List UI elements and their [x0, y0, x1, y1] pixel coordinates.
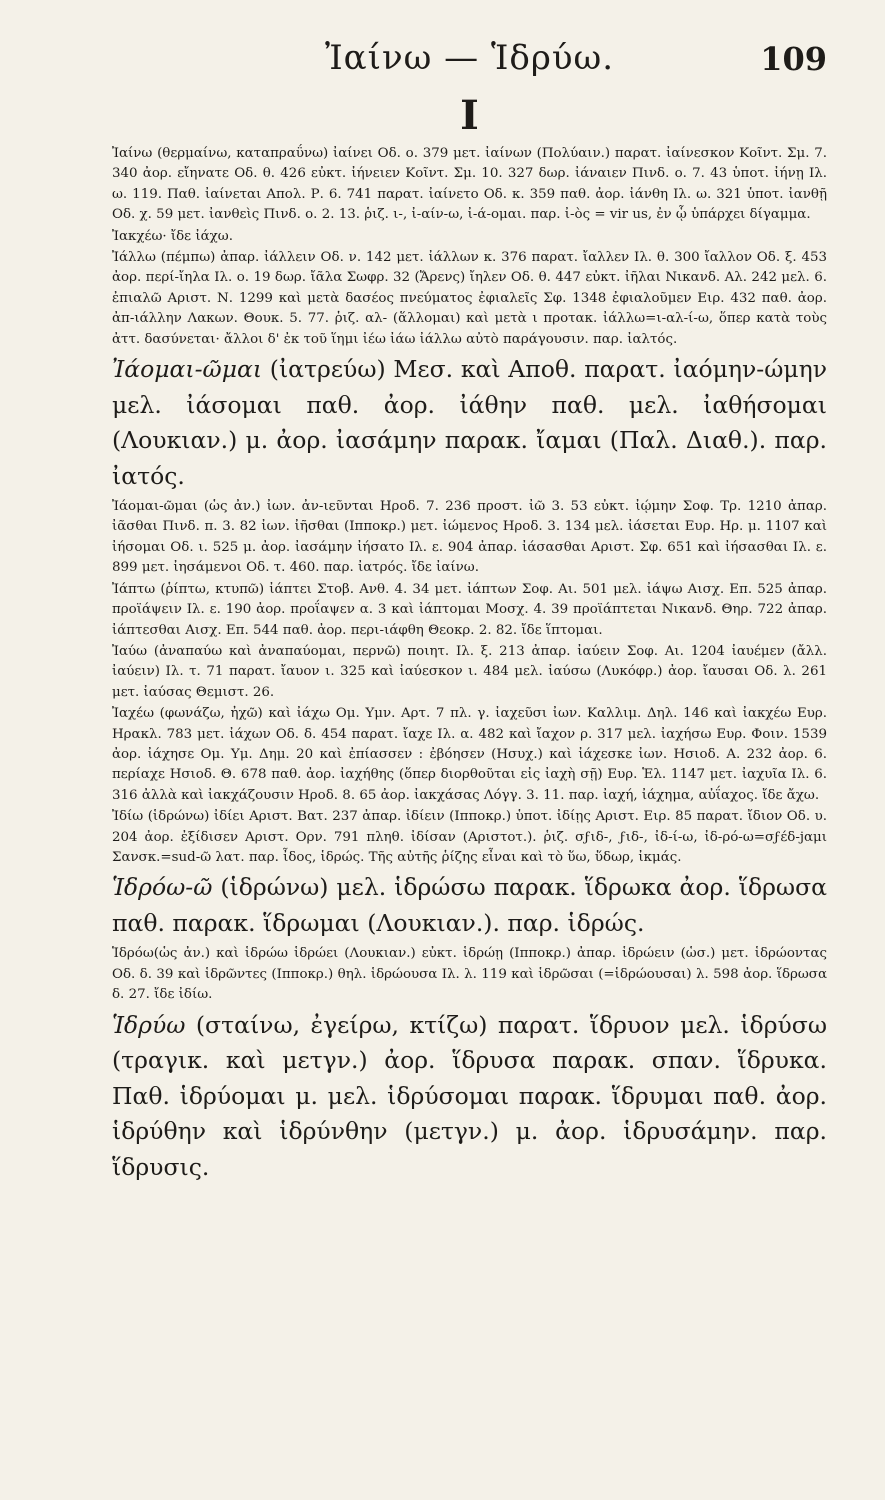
entry-lemma: Ἱδρόω-ῶ [112, 873, 213, 902]
entry-text: (ἱδρώνω) μελ. ἱδρώσω παρακ. ἵδρωκα ἀορ. ἵδρωσα παθ. παρακ. ἵδρωμαι (Λουκιαν.). παρ. ἱδρώς. [112, 873, 827, 937]
entry-text: Ἰάομαι-ῶμαι (ὡς ἀν.) ἰων. ἀν-ιεῦνται Ηροδ. 7. 236 προστ. ἰῶ 3. 53 εὐκτ. ἰῴμην Σοφ. Τρ. 1210 ἀπαρ. ἰᾶσθαι Πινδ. π. 3. 82 ἰων. ἰῆσθαι (Ιπποκρ.) μετ. ἰώμενος Ηροδ. 3. 134 μελ. ἰάσεται Ευρ. Ηρ. μ. 1107 καὶ ἰήσομαι Οδ. ι. 525 μ. ἀορ. ἰασάμην ἰήσατο Ιλ. ε. 904 ἀπαρ. ἰάσασθαι Αριστ. Σφ. 651 καὶ ἰήσασθαι Ιλ. ε. 899 μετ. ἰησάμενοι Οδ. τ. 460. παρ. ἰατρός. ἴδε ἰαίνω. [112, 499, 827, 576]
dictionary-entry [112, 1008, 827, 1186]
entry-text: Ἰαύω (ἀναπαύω καὶ ἀναπαύομαι, περνῶ) ποιητ. Ιλ. ξ. 213 ἀπαρ. ἰαύειν Σοφ. Αι. 1204 ἰαυέμεν (ἄλλ. ἰαύειν) Ιλ. τ. 71 παρατ. ἴαυον ι. 325 καὶ ἰαύεσκον ι. 484 μελ. ἰαύσω (Λυκόφρ.) ἀορ. ἴαυσαι Οδ. λ. 261 μετ. ἰαύσας Θεμιστ. 26. [112, 643, 827, 700]
entry-lemma: Ἰάομαι-ῶμαι [112, 355, 263, 384]
dictionary-entry [112, 248, 827, 350]
dictionary-entry [112, 497, 827, 579]
dictionary-entry [112, 352, 827, 494]
page-header [112, 34, 827, 92]
section-letter: I [460, 92, 479, 139]
dictionary-entry [112, 642, 827, 703]
entries-list [112, 144, 827, 1185]
entry-text: Ἰάλλω (πέμπω) ἀπαρ. ἰάλλειν Οδ. ν. 142 μετ. ἰάλλων κ. 376 παρατ. ἴαλλεν Ιλ. θ. 300 ἴαλλον Οδ. ξ. 453 ἀορ. περί-ἴηλα Ιλ. ο. 19 δωρ. ἴᾶλα Σωφρ. 32 (Ἄρενς) ἴηλεν Οδ. θ. 447 εὐκτ. ἰῆλαι Νικανδ. Αλ. 242 μελ. 6. ἐπιαλῶ Αριστ. Ν. 1299 καὶ μετὰ δασέος πνεύματος ἐφιαλεῖς Σφ. 1348 ἐφιαλοῦμεν Ειρ. 432 παθ. ἀορ. ἀπ-ιάλλην Λακων. Θουκ. 5. 77. ῥιζ. αλ- (ἅλλομαι) καὶ μετὰ ι προτακ. ἰάλλω=ι-αλ-ί-ω, ὅπερ κατὰ τοὺς ἀττ. δασύνεται· ἄλλοι δ' ἐκ τοῦ ἵημι ἰέω ἰάω ἰάλλω αὐτὸ παράγουσιν. παρ. ἰαλτός. [112, 250, 827, 347]
dictionary-entry [112, 807, 827, 868]
entry-lemma: Ἱδρύω [112, 1010, 186, 1039]
dictionary-entry [112, 227, 827, 247]
entry-text: (σταίνω, ἐγείρω, κτίζω) παρατ. ἵδρυον μελ. ἱδρύσω (τραγικ. καὶ μετγν.) ἀορ. ἵδρυσα παρακ. σπαν. ἵδρυκα. Παθ. ἱδρύομαι μ. μελ. ἱδρύσομαι παρακ. ἵδρυμαι παθ. ἀορ. ἱδρύθην καὶ ἱδρύνθην (μετγν.) μ. ἀορ. ἱδρυσάμην. παρ. ἵδρυσις. [112, 1010, 827, 1181]
entry-text: Ἰαίνω (θερμαίνω, καταπραΰνω) ἰαίνει Οδ. ο. 379 μετ. ἰαίνων (Πολύαιν.) παρατ. ἰαίνεσκον Κοῖντ. Σμ. 7. 340 ἀορ. εἴηνατε Οδ. θ. 426 εὐκτ. ἰήνειεν Κοῖντ. Σμ. 10. 327 δωρ. ἰάναιεν Πινδ. ο. 7. 43 ὑποτ. ἰήνῃ Ιλ. ω. 119. Παθ. ἰαίνεται Απολ. Ρ. 6. 741 παρατ. ἰαίνετο Οδ. κ. 359 παθ. ἀορ. ἰάνθη Ιλ. ω. 321 ὑποτ. ἰανθῇ Οδ. χ. 59 μετ. ἰανθεὶς Πινδ. ο. 2. 13. ῥιζ. ι-, ἰ-αίν-ω, ἰ-ά-ομαι. παρ. ἰ-ὸς = vir us, ἐν ᾧ ὑπάρχει δίγαμμα. [112, 146, 827, 223]
entry-text: Ἰαχέω (φωνάζω, ἠχῶ) καὶ ἰάχω Ομ. Υμν. Αρτ. 7 πλ. γ. ἰαχεῦσι ἰων. Καλλιμ. Δηλ. 146 καὶ ἰακχέω Ευρ. Ηρακλ. 783 μετ. ἰάχων Οδ. δ. 454 παρατ. ἴαχε Ιλ. α. 482 καὶ ἴαχον ρ. 317 μελ. ἰαχήσω Ευρ. Φοιν. 1539 ἀορ. ἰάχησε Ομ. Υμ. Δημ. 20 καὶ ἐπίασσεν : ἐβόησεν (Ησυχ.) καὶ ἰάχεσκε ἰων. Ησιοδ. Α. 232 ἀορ. 6. περίαχε Ησιοδ. Θ. 678 παθ. ἀορ. ἰαχήθης (ὅπερ διορθοῦται εἰς ἰαχὴ σῇ) Ευρ. Ἑλ. 1147 μετ. ἰαχυῖα Ιλ. 6. 316 ἀλλὰ καὶ ἰακχάζουσιν Ηροδ. 8. 65 ἀορ. ἰακχάσας Λόγγ. 3. 11. παρ. ἰαχή, ἰάχημα, αὐΐαχος. ἴδε ἄχω. [112, 706, 827, 803]
dictionary-entry [112, 580, 827, 641]
entry-text: (ἰατρεύω) Μεσ. καὶ Αποθ. παρατ. ἰαόμην-ώμην μελ. ἰάσομαι παθ. ἀορ. ἰάθην παθ. μελ. ἰαθήσομαι (Λουκιαν.) μ. ἀορ. ἰασάμην παρακ. ἴαμαι (Παλ. Διαθ.). παρ. ἰατός. [112, 355, 827, 490]
dictionary-entry [112, 704, 827, 806]
entry-text: Ἰακχέω· ἴδε ἰάχω. [112, 228, 233, 244]
dictionary-entry [112, 144, 827, 226]
dictionary-entry [112, 944, 827, 1005]
entry-text: Ἰδίω (ἱδρώνω) ἰδίει Αριστ. Βατ. 237 ἀπαρ. ἰδίειν (Ιπποκρ.) ὑποτ. ἰδίῃς Αριστ. Ειρ. 85 παρατ. ἴδιον Οδ. υ. 204 ἀορ. ἐξίδισεν Αριστ. Ορν. 791 πληθ. ἰδίσαν (Αριστοτ.). ῥιζ. σϝιδ-, ϝιδ-, ἰδ-ί-ω, ἰδ-ρό-ω=σϝέδ-jαμι Σανσκ.=sud-ῶ λατ. παρ. ἶδος, ἱδρώς. Τῆς αὐτῆς ῥίζης εἶναι καὶ τὸ ὕω, ὕδωρ, ἰκμάς. [112, 809, 827, 865]
running-title: Ἰαίνω — Ἱδρύω. [324, 38, 615, 78]
entry-text: Ἱδρόω(ὡς ἀν.) καὶ ἱδρώω ἱδρώει (Λουκιαν.) εὐκτ. ἱδρώῃ (Ιπποκρ.) ἀπαρ. ἱδρώειν (ὡσ.) μετ. ἱδρώοντας Οδ. δ. 39 καὶ ἱδρῶντες (Ιπποκρ.) θηλ. ἱδρώουσα Ιλ. λ. 119 καὶ ἱδρῶσαι (=ἱδρώουσαι) λ. 598 ἀορ. ἵδρωσα δ. 27. ἴδε ἰδίω. [112, 946, 827, 1003]
entry-text: Ἰάπτω (ῥίπτω, κτυπῶ) ἰάπτει Στοβ. Ανθ. 4. 34 μετ. ἰάπτων Σοφ. Αι. 501 μελ. ἰάψω Αισχ. Επ. 525 ἀπαρ. προϊάψειν Ιλ. ε. 190 ἀορ. προΐαψεν α. 3 καὶ ἰάπτομαι Μοσχ. 4. 39 προϊάπτεται Νικανδ. Θηρ. 722 ἀπαρ. ἰάπτεσθαι Αισχ. Επ. 544 παθ. ἀορ. περι-ιάφθη Θεοκρ. 2. 82. ἴδε ἵπτομαι. [112, 581, 827, 638]
dictionary-entry [112, 870, 827, 941]
page-number: 109 [760, 40, 827, 78]
